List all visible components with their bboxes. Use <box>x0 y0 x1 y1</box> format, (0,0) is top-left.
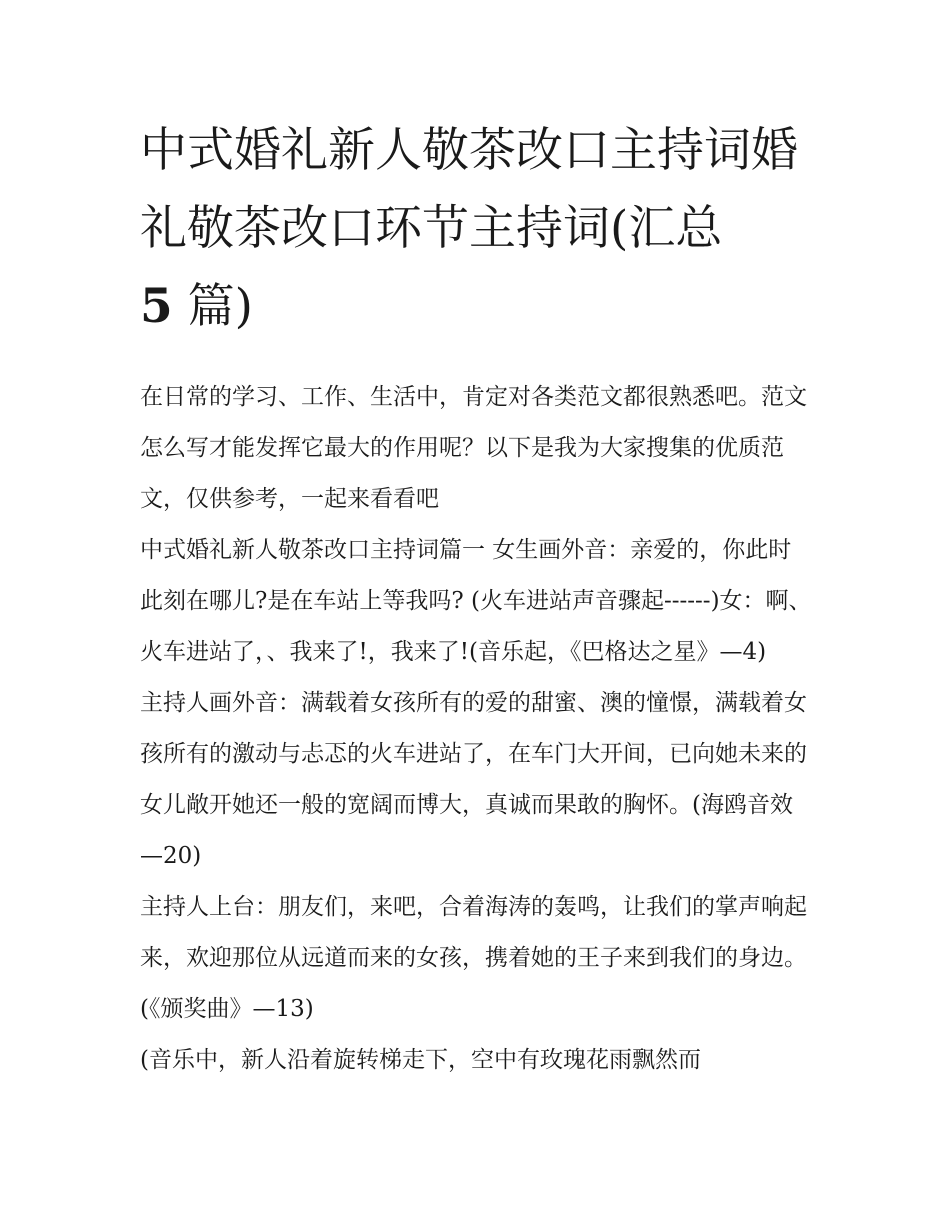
title-count: 5 <box>140 279 173 334</box>
paragraph-host-on-stage: 主持人上台：朋友们，来吧，合着海涛的轰鸣，让我们的掌声响起来，欢迎那位从远道而来的女孩，携着她的王子来到我们的身边。(《颁奖曲》—13) <box>140 894 807 1022</box>
paragraph-intro: 在日常的学习、工作、生活中，肯定对各类范文都很熟悉吧。范文怎么写才能发挥它最大的作用呢？以下是我为大家搜集的优质范文，仅供参考，一起来看看吧 <box>140 384 807 512</box>
title-suffix: 篇) <box>187 279 253 334</box>
document-page <box>140 112 812 1086</box>
paragraph-female-voiceover: 中式婚礼新人敬茶改口主持词篇一 女生画外音：亲爱的，你此时此刻在哪儿?是在车站上等我吗? (火车进站声音骤起------)女：啊、火车进站了，、我来了!，我来了!(音乐起，《巴格达之星》—4) <box>140 537 812 665</box>
paragraph-music-scene: (音乐中，新人沿着旋转梯走下，空中有玫瑰花雨飘然而 <box>140 1047 701 1073</box>
document-body <box>140 372 812 1086</box>
document-title <box>140 112 812 346</box>
paragraph-host-voiceover: 主持人画外音：满载着女孩所有的爱的甜蜜、澳的憧憬，满载着女孩所有的激动与忐忑的火车进站了，在车门大开间，已向她未来的女儿敞开她还一般的宽阔而博大，真诚而果敢的胸怀。(海鸥音效—20) <box>140 690 807 869</box>
title-text: 中式婚礼新人敬茶改口主持词婚礼敬茶改口环节主持词(汇总 <box>140 123 798 256</box>
